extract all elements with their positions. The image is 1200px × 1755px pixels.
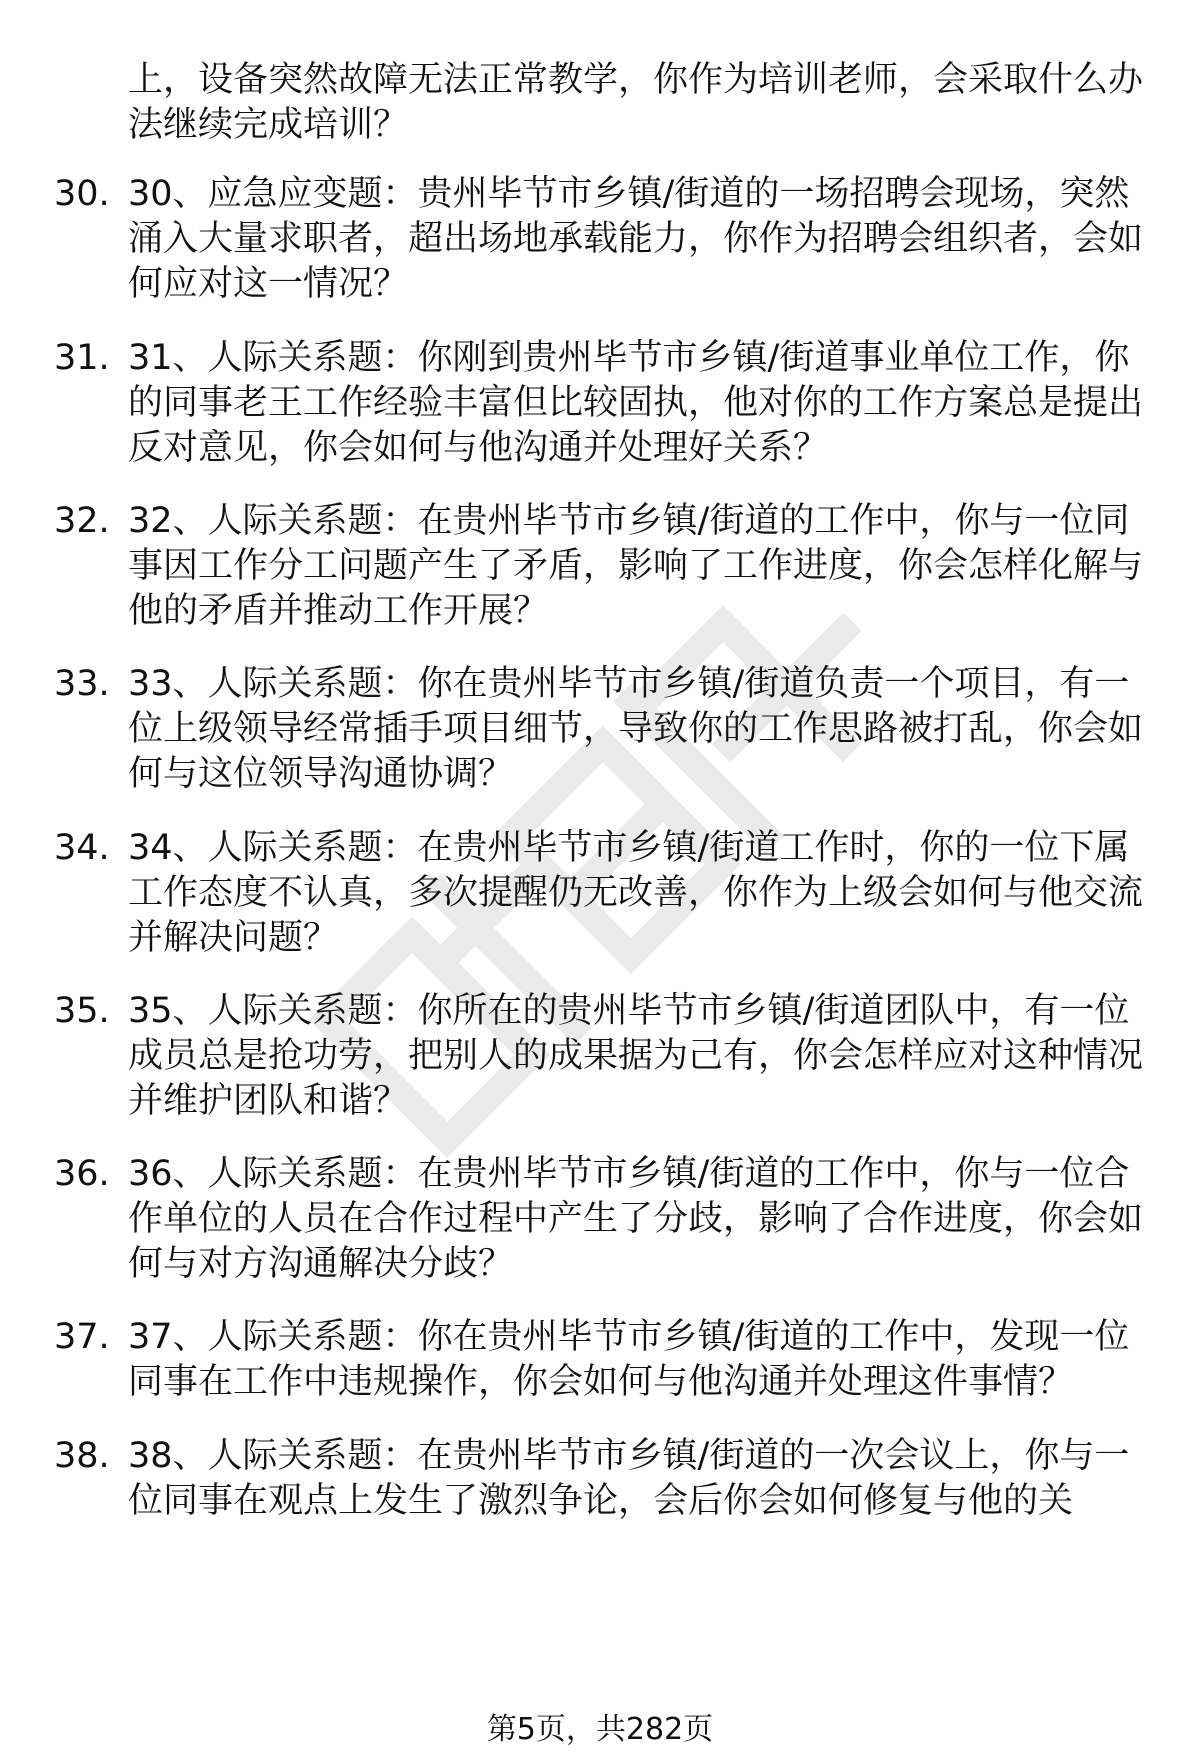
list-item-number: 36.: [54, 1154, 110, 1194]
list-item-text: 33、人际关系题：你在贵州毕节市乡镇/街道负责一个项目，有一位上级领导经常插手项目细节，导致你的工作思路被打乱，你会如何与这位领导沟通协调？: [128, 664, 1144, 794]
list-item-text: 34、人际关系题：在贵州毕节市乡镇/街道工作时，你的一位下属工作态度不认真，多次提醒仍无改善，你作为上级会如何与他交流并解决问题？: [128, 828, 1144, 958]
list-item-text: 31、人际关系题：你刚到贵州毕节市乡镇/街道事业单位工作，你的同事老王工作经验丰富但比较固执，他对你的工作方案总是提出反对意见，你会如何与他沟通并处理好关系？: [128, 338, 1144, 468]
list-item-text: 35、人际关系题：你所在的贵州毕节市乡镇/街道团队中，有一位成员总是抢功劳，把别人的成果据为己有，你会怎样应对这种情况并维护团队和谐？: [128, 991, 1144, 1121]
list-item-number: 37.: [54, 1317, 110, 1357]
list-item-number: 33.: [54, 664, 110, 704]
list-item-text: 32、人际关系题：在贵州毕节市乡镇/街道的工作中，你与一位同事因工作分工问题产生了矛盾，影响了工作进度，你会怎样化解与他的矛盾并推动工作开展？: [128, 501, 1144, 631]
list-item-text: 38、人际关系题：在贵州毕节市乡镇/街道的一次会议上，你与一位同事在观点上发生了激烈争论，会后你会如何修复与他的关: [128, 1436, 1130, 1521]
list-item-number: 34.: [54, 828, 110, 868]
page-number-footer: 第5页，共282页: [486, 1712, 714, 1747]
intro-paragraph: 上，设备突然故障无法正常教学，你作为培训老师，会采取什么办法继续完成培训？: [128, 60, 1144, 145]
list-item-number: 32.: [54, 501, 110, 541]
list-item-number: 30.: [54, 174, 110, 214]
list-item-number: 31.: [54, 338, 110, 378]
list-item-text: 37、人际关系题：你在贵州毕节市乡镇/街道的工作中，发现一位同事在工作中违规操作，你会如何与他沟通并处理这件事情？: [128, 1317, 1130, 1402]
list-item-number: 35.: [54, 991, 110, 1031]
list-item-text: 30、应急应变题：贵州毕节市乡镇/街道的一场招聘会现场，突然涌入大量求职者，超出场地承载能力，你作为招聘会组织者，会如何应对这一情况？: [128, 174, 1144, 304]
list-item-number: 38.: [54, 1436, 110, 1476]
list-item-text: 36、人际关系题：在贵州毕节市乡镇/街道的工作中，你与一位合作单位的人员在合作过程中产生了分歧，影响了合作进度，你会如何与对方沟通解决分歧？: [128, 1154, 1144, 1284]
